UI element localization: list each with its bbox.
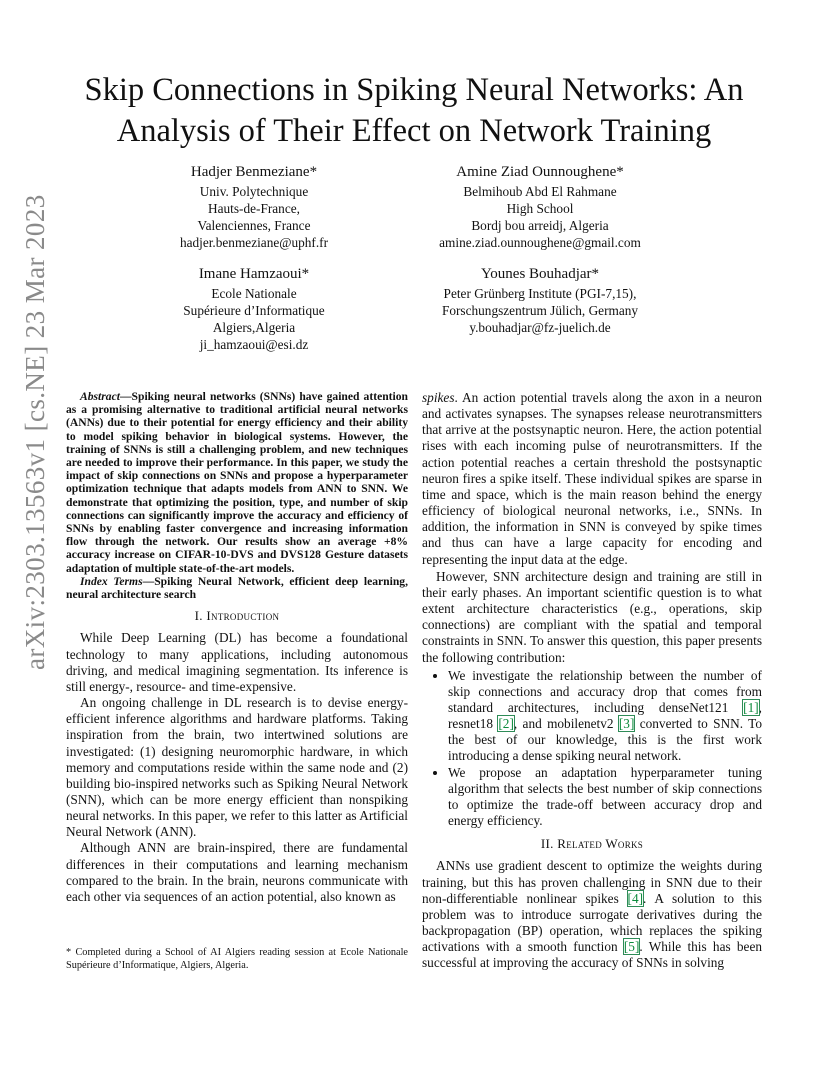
author-email: amine.ziad.ounnoughene@gmail.com xyxy=(439,235,641,250)
author-affiliation: Forschungszentrum Jülich, Germany xyxy=(441,303,639,318)
index-terms-text: —Spiking Neural Network, efficient deep learning, neural architecture search xyxy=(66,574,408,602)
body-text: . While this has been successful at improving the accuracy of SNNs in solving xyxy=(422,939,762,971)
author-affiliation: Valenciennes, France xyxy=(197,218,311,233)
citation-link[interactable]: [5] xyxy=(623,939,640,955)
author-name: Younes Bouhadjar* xyxy=(480,266,600,282)
author-affiliation: Bordj bou arreidj, Algeria xyxy=(471,218,609,233)
author-name: Imane Hamzaoui* xyxy=(198,266,310,282)
citation-link[interactable]: [1] xyxy=(743,699,759,715)
author-email: hadjer.benmeziane@uphf.fr xyxy=(179,235,329,250)
index-terms xyxy=(66,575,408,601)
author-affiliation: Ecole Nationale xyxy=(211,286,297,301)
paper-title: Skip Connections in Spiking Neural Networks: An Analysis of Their Effect on Network Training xyxy=(84,72,744,149)
body-text: We investigate the relationship between the number of skip connections and accuracy drop that comes from standard architectures, including denseNet121 xyxy=(448,667,762,715)
author-name: Hadjer Benmeziane* xyxy=(190,164,318,180)
footnote: * Completed during a School of AI Algiers reading session at Ecole Nationale Supérieure d’Informatique, Algiers, Algeria. xyxy=(66,947,408,971)
author-block-2 xyxy=(420,161,660,251)
citation-link[interactable]: [3] xyxy=(618,716,635,732)
body-paragraph: However, SNN architecture design and training are still in their early phases. An important scientific question is to what extent architecture characteristics (e.g., operations, skip connections) are compliant with the spatial and temporal constraints in SNN. To answer this question, this paper presents the following contribution: xyxy=(422,568,762,665)
abstract-label: Abstract xyxy=(80,390,120,403)
body-text: , and mobilenetv2 xyxy=(513,716,619,732)
author-affiliation: Peter Grünberg Institute (PGI-7,15), xyxy=(443,286,637,301)
abstract-text: —Spiking neural networks (SNNs) have gained attention as a promising alternative to traditional artificial neural networks (ANNs) due to their potential for energy efficiency and their ability to model spiking behavior in biological systems. However, the training of SNNs is still a challenging problem, and new techniques are needed to improve their performance. In this paper, we study the impact of skip connections on SNNs and propose a hyperparameter optimization technique that adapts models from ANN to SNN. We demonstrate that optimizing the position, type, and number of skip connections can significantly improve the accuracy and efficiency of SNNs by enabling faster convergence and increasing information flow through the network. Our results show an average +8% accuracy increase on CIFAR-10-DVS and DVS128 Gesture datasets adaptation of multiple state-of-the-art models. xyxy=(66,390,408,575)
author-block-1 xyxy=(150,161,358,251)
index-terms-label: Index Terms xyxy=(80,574,143,588)
citation-link[interactable]: [2] xyxy=(498,716,514,732)
body-text: ANNs use gradient descent to optimize the weights during training, but this has proven challenging in SNN due to their non-differentiable nonlinear spikes xyxy=(422,858,762,906)
citation-link[interactable]: [4] xyxy=(627,890,644,906)
author-email: ji_hamzaoui@esi.dz xyxy=(199,337,309,352)
body-text: . An action potential travels along the axon in a neuron and activates synapses. The synapses release neurotransmitters that arrive at the postsynaptic neuron. Here, the action potential rises with each incoming pulse of neurotransmitters. If the action potential reaches a certain threshold the postsynaptic neuron fires a spike itself. These individual spikes are sparse in time and space, which is the main reason behind the energy efficiency of biological neuronal networks, i.e., SNNs. In addition, the information in SNN is conveyed by spike times and thus can have a large capacity for encoding and representing the input data at the edge. xyxy=(422,390,762,567)
author-affiliation: Algiers,Algeria xyxy=(212,320,296,335)
body-text: . A solution to this problem was to introduce surrogate derivatives during the backpropagation (BP) operation, which replaces the spiking activations with a smooth function xyxy=(422,890,762,955)
body-text: , resnet18 xyxy=(448,699,762,732)
intro-paragraph: While Deep Learning (DL) has become a foundational technology to many applications, including autonomous driving, and medical imagining segmentation. Its inference is still energy-, resource- and time-expensive. xyxy=(66,630,408,694)
author-name: Amine Ziad Ounnoughene* xyxy=(456,164,624,180)
right-column xyxy=(422,390,762,971)
section-heading-related-works: II. Related Works xyxy=(540,836,644,852)
intro-paragraph: An ongoing challenge in DL research is to devise energy-efficient inference algorithms and hardware platforms. Taking inspiration from the brain, two intertwined solutions are investigated: (1) designing neuromorphic hardware, in which memory and computations reside within the same node and (2) building bio-inspired networks such as Spiking Neural Network (SNN), which can be more energy efficient than nonspiking neural networks. In this paper, we refer to this latter as Artificial Neural Network (ANN). xyxy=(66,695,408,840)
author-affiliation: Supérieure d’Informatique xyxy=(183,303,325,318)
author-affiliation: Univ. Polytechnique xyxy=(199,184,309,199)
arxiv-stamp-text: arXiv:2303.13563v1 [cs.NE] 23 Mar 2023 xyxy=(20,194,50,670)
body-paragraph xyxy=(422,390,762,568)
intro-paragraph: Although ANN are brain-inspired, there are fundamental differences in their computations and learning mechanism compared to the brain. In the brain, neurons communicate with each other via sequences of an action potential, also known as xyxy=(66,840,408,904)
contribution-list xyxy=(422,668,762,830)
author-block-3 xyxy=(150,263,358,353)
author-affiliation: High School xyxy=(506,201,574,216)
emphasis-spikes: spikes xyxy=(422,390,455,405)
body-paragraph xyxy=(422,858,762,971)
left-column xyxy=(66,390,408,905)
contribution-item xyxy=(448,668,762,765)
author-block-4 xyxy=(420,263,660,336)
section-heading-introduction: I. Introduction xyxy=(194,608,280,624)
contribution-item: • We propose an adaptation hyperparameter tuning algorithm that selects the best number of skip connections to optimize the trade-off between accuracy drop and energy efficiency. xyxy=(448,765,762,830)
body-text: converted to SNN. To the best of our knowledge, this is the first work introducing a dense spiking neural network. xyxy=(448,716,762,764)
author-affiliation: Hauts-de-France, xyxy=(208,201,300,216)
author-email: y.bouhadjar@fz-juelich.de xyxy=(469,320,611,335)
author-affiliation: Belmihoub Abd El Rahmane xyxy=(463,184,617,199)
abstract xyxy=(66,390,408,575)
